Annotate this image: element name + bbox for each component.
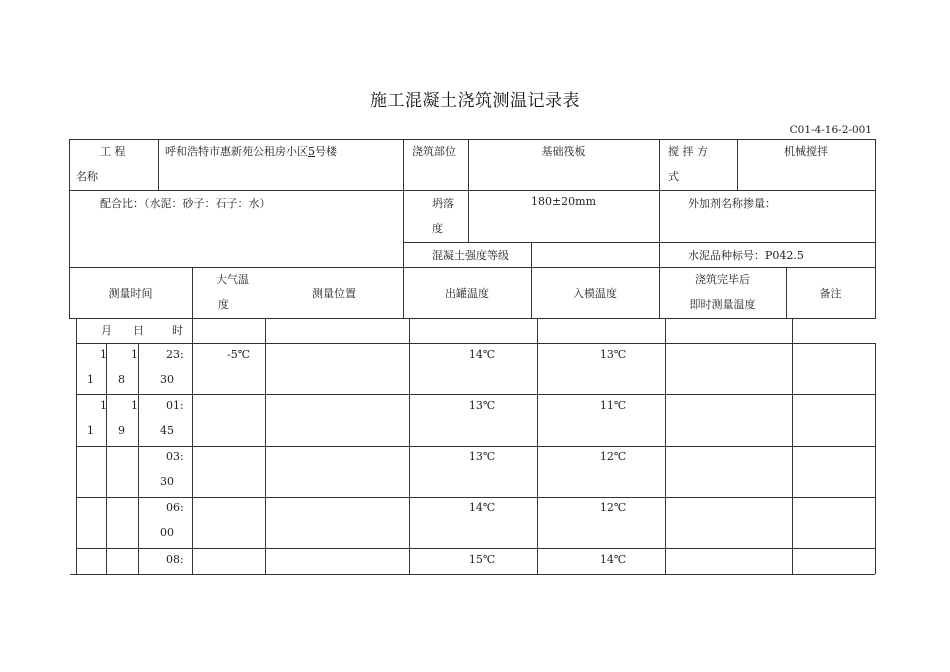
subheader-month: 月 [101,324,112,337]
col-tank-temp: 出罐温度 [445,287,489,300]
additive-label: 外加剂名称掺量： [688,197,776,210]
row1-time-b: 30 [160,373,174,386]
row3-tank-temp: 13℃ [468,450,496,463]
slump-label: 坍落 [432,197,454,210]
pour-part-label: 浇筑部位 [412,145,456,158]
row3-mold-temp: 12℃ [599,450,627,463]
row1-month-b: 1 [87,373,94,386]
col-air-temp: 大气温 [216,273,249,286]
subheader-hour: 时 [172,324,183,337]
col-after-temp-2: 即时测量温度 [689,298,756,311]
grade-label: 混凝土强度等级 [432,249,509,262]
row4-time-a: 06: [166,501,184,514]
project-label: 工 程 [100,145,126,158]
row3-time-b: 30 [160,475,174,488]
pour-part-value: 基础筏板 [541,145,586,158]
col-position: 测量位置 [312,287,356,300]
project-value: 呼和浩特市惠新苑公租房小区5号楼 [165,145,337,158]
row1-mold-temp: 13℃ [599,348,627,361]
row1-day-a: 1 [131,348,138,361]
row5-mold-temp: 14℃ [599,553,627,566]
row4-mold-temp: 12℃ [599,501,627,514]
row4-time-b: 00 [160,526,174,539]
row4-tank-temp: 14℃ [468,501,496,514]
col-measure-time: 测量时间 [108,287,153,300]
row1-month-a: 1 [100,348,107,361]
cement-label: 水泥品种标号：P042.5 [688,249,804,262]
mix-method-label-2: 式 [668,170,679,183]
mix-method-label: 搅 拌 方 [668,145,708,158]
row2-month-b: 1 [87,424,94,437]
row5-tank-temp: 15℃ [468,553,496,566]
project-label-2: 名称 [76,170,98,183]
row1-day-b: 8 [118,373,125,386]
row5-time-a: 08: [166,553,184,566]
row2-day-b: 9 [118,424,125,437]
row2-tank-temp: 13℃ [468,399,496,412]
document-number: C01-4-16-2-001 [789,124,872,136]
slump-label-2: 度 [432,222,443,235]
row3-time-a: 03: [166,450,184,463]
col-air-temp-2: 度 [218,298,229,311]
col-mold-temp: 入模温度 [573,287,617,300]
row2-month-a: 1 [100,399,107,412]
row2-time-a: 01: [166,399,184,412]
row2-day-a: 1 [131,399,138,412]
row1-time-a: 23: [166,348,184,361]
page-title: 施工混凝土浇筑测温记录表 [370,91,580,111]
col-remark: 备注 [819,287,842,300]
row1-air-temp: -5℃ [227,348,251,361]
subheader-day: 日 [133,324,144,337]
mix-method-value: 机械搅拌 [784,145,828,158]
row1-tank-temp: 14℃ [468,348,496,361]
col-after-temp: 浇筑完毕后 [695,273,750,286]
row2-mold-temp: 11℃ [599,399,627,412]
slump-value: 180±20mm [530,195,597,208]
row2-time-b: 45 [160,424,174,437]
mix-ratio-label: 配合比：（水泥：砂子：石子：水） [100,197,271,210]
